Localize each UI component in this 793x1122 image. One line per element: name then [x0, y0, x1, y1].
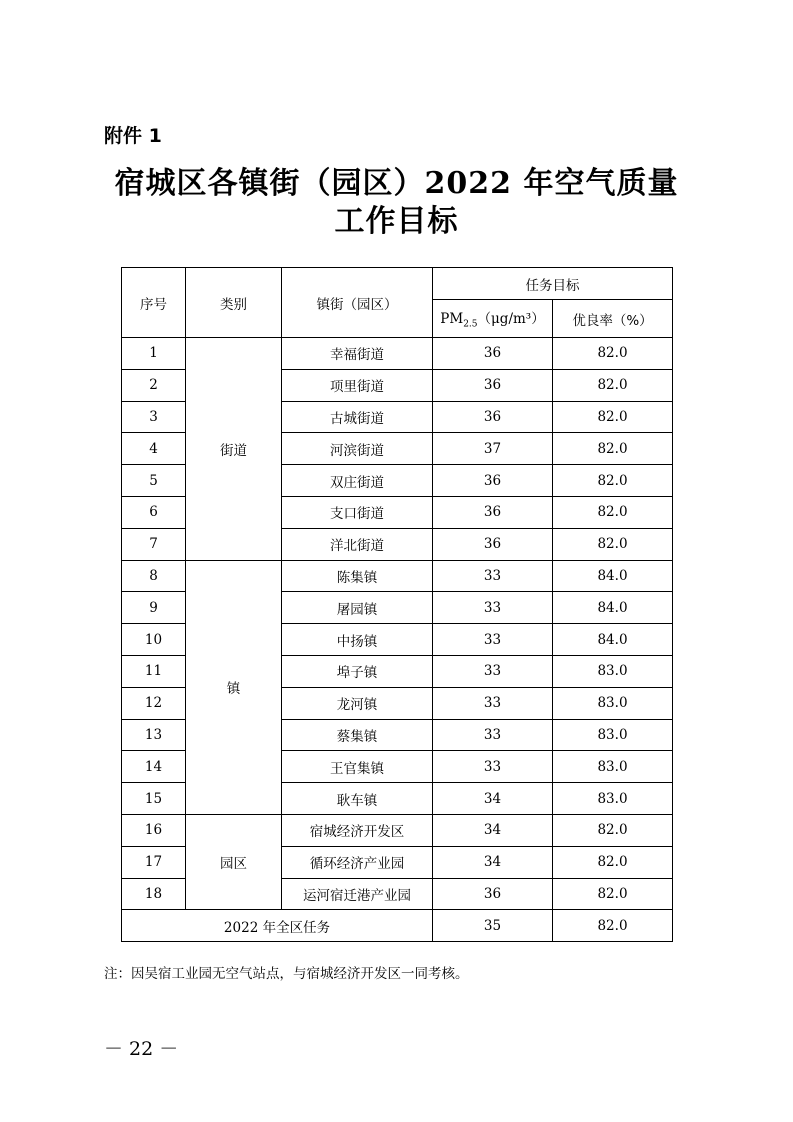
cell-index: 1: [122, 338, 186, 370]
cell-pm25: 34: [433, 783, 553, 815]
table-row: [122, 338, 673, 370]
cell-pm25: 33: [433, 624, 553, 656]
cell-pm25: 36: [433, 465, 553, 497]
attachment-label: 附件 1: [104, 125, 162, 147]
cell-good-rate: 82.0: [553, 433, 673, 465]
cell-good-rate: 83.0: [553, 655, 673, 687]
cell-good-rate: 82.0: [553, 401, 673, 433]
cell-index: 7: [122, 528, 186, 560]
cell-pm25: 36: [433, 401, 553, 433]
cell-town: 蔡集镇: [282, 719, 433, 751]
total-label: 2022 年全区任务: [122, 910, 433, 942]
cell-index: 6: [122, 496, 186, 528]
cell-pm25: 37: [433, 433, 553, 465]
cell-town: 项里街道: [282, 369, 433, 401]
cell-town: 双庄街道: [282, 465, 433, 497]
cell-index: 12: [122, 687, 186, 719]
table-total-row: [122, 910, 673, 942]
cell-good-rate: 82.0: [553, 528, 673, 560]
cell-pm25: 36: [433, 878, 553, 910]
cell-town: 龙河镇: [282, 687, 433, 719]
page-number: － 22 －: [104, 1038, 179, 1060]
cell-good-rate: 82.0: [553, 465, 673, 497]
cell-town: 运河宿迁港产业园: [282, 878, 433, 910]
cell-good-rate: 84.0: [553, 624, 673, 656]
cell-index: 9: [122, 592, 186, 624]
cell-category: 镇: [186, 560, 282, 814]
cell-town: 埠子镇: [282, 655, 433, 687]
cell-town: 屠园镇: [282, 592, 433, 624]
cell-town: 耿车镇: [282, 783, 433, 815]
table-row: [122, 560, 673, 592]
cell-pm25: 33: [433, 592, 553, 624]
cell-pm25: 34: [433, 814, 553, 846]
cell-good-rate: 82.0: [553, 369, 673, 401]
table-note: 注：因吴宿工业园无空气站点，与宿城经济开发区一同考核。: [104, 966, 469, 982]
cell-index: 14: [122, 751, 186, 783]
cell-good-rate: 83.0: [553, 783, 673, 815]
table-row: [122, 814, 673, 846]
cell-pm25: 33: [433, 687, 553, 719]
cell-index: 3: [122, 401, 186, 433]
header-town: 镇街（园区）: [282, 268, 433, 338]
cell-index: 16: [122, 814, 186, 846]
total-pm25: 35: [433, 910, 553, 942]
cell-pm25: 36: [433, 338, 553, 370]
cell-pm25: 36: [433, 369, 553, 401]
cell-index: 11: [122, 655, 186, 687]
document-title-line2: 工作目标: [334, 204, 459, 239]
cell-town: 中扬镇: [282, 624, 433, 656]
cell-town: 河滨街道: [282, 433, 433, 465]
cell-pm25: 33: [433, 655, 553, 687]
cell-good-rate: 82.0: [553, 496, 673, 528]
header-target-group: 任务目标: [433, 268, 673, 300]
cell-good-rate: 84.0: [553, 592, 673, 624]
cell-pm25: 33: [433, 751, 553, 783]
cell-good-rate: 83.0: [553, 751, 673, 783]
cell-index: 10: [122, 624, 186, 656]
header-good-rate: 优良率（%）: [553, 300, 673, 338]
cell-pm25: 36: [433, 528, 553, 560]
cell-good-rate: 83.0: [553, 719, 673, 751]
cell-good-rate: 82.0: [553, 814, 673, 846]
cell-good-rate: 82.0: [553, 846, 673, 878]
cell-index: 13: [122, 719, 186, 751]
cell-town: 循环经济产业园: [282, 846, 433, 878]
header-category: 类别: [186, 268, 282, 338]
cell-good-rate: 84.0: [553, 560, 673, 592]
cell-index: 17: [122, 846, 186, 878]
cell-index: 2: [122, 369, 186, 401]
cell-town: 幸福街道: [282, 338, 433, 370]
cell-town: 支口街道: [282, 496, 433, 528]
cell-pm25: 33: [433, 560, 553, 592]
cell-good-rate: 82.0: [553, 338, 673, 370]
cell-good-rate: 83.0: [553, 687, 673, 719]
header-index: 序号: [122, 268, 186, 338]
cell-town: 陈集镇: [282, 560, 433, 592]
cell-pm25: 33: [433, 719, 553, 751]
cell-town: 宿城经济开发区: [282, 814, 433, 846]
cell-town: 王官集镇: [282, 751, 433, 783]
targets-table: [121, 267, 673, 942]
cell-index: 4: [122, 433, 186, 465]
cell-index: 8: [122, 560, 186, 592]
cell-index: 18: [122, 878, 186, 910]
header-pm25: $PM_{2.5}(\mu g/m^3)$: [433, 300, 553, 338]
cell-pm25: 36: [433, 496, 553, 528]
cell-index: 5: [122, 465, 186, 497]
document-title-line1: 宿城区各镇街（园区）2022 年空气质量: [114, 166, 679, 201]
cell-town: 洋北街道: [282, 528, 433, 560]
total-good-rate: 82.0: [553, 910, 673, 942]
cell-good-rate: 82.0: [553, 878, 673, 910]
cell-category: 园区: [186, 814, 282, 909]
cell-index: 15: [122, 783, 186, 815]
cell-pm25: 34: [433, 846, 553, 878]
cell-town: 古城街道: [282, 401, 433, 433]
cell-category: 街道: [186, 338, 282, 561]
